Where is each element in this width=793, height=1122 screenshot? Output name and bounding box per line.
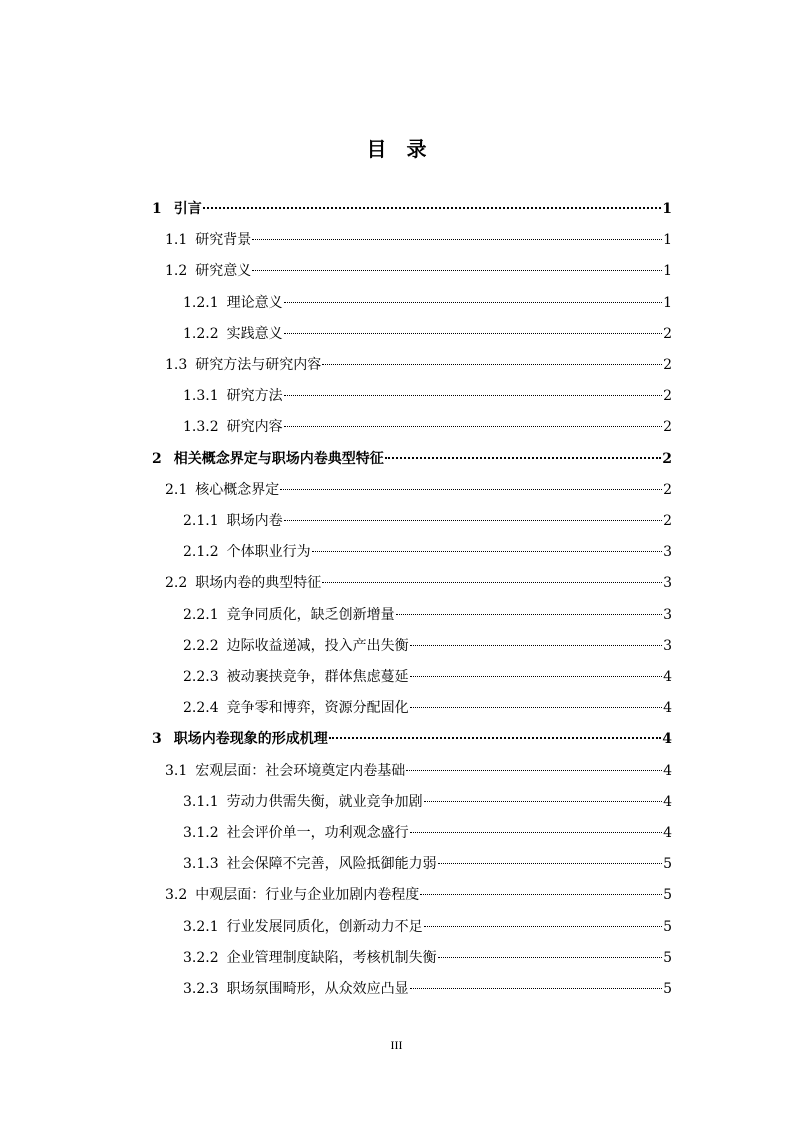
toc-entry-number: 2.2.2 [183, 637, 219, 654]
toc-entry-title: 职场内卷 [226, 513, 283, 529]
toc-entry[interactable] [183, 851, 672, 877]
toc-entry[interactable] [152, 446, 672, 472]
toc-entry[interactable] [165, 882, 672, 908]
toc-entry-number: 3 [152, 731, 162, 748]
dot-leader [284, 395, 662, 396]
toc-entry-page: 1 [663, 263, 672, 280]
dot-leader [438, 863, 662, 864]
toc-entry-title: 被动裹挟竞争，群体焦虑蔓延 [226, 669, 409, 685]
toc-entry[interactable] [183, 789, 672, 815]
dot-leader [252, 270, 662, 271]
toc-entry-page: 4 [663, 669, 672, 685]
dot-leader [312, 551, 662, 552]
toc-entry[interactable] [183, 914, 672, 940]
dot-leader [322, 364, 662, 365]
toc-entry[interactable] [183, 664, 672, 690]
toc-entry-number: 1.2.2 [183, 325, 219, 342]
toc-entry[interactable] [183, 539, 672, 565]
dot-leader [322, 582, 662, 583]
toc-entry-number: 3.1.3 [183, 856, 219, 873]
toc-entry[interactable] [183, 602, 672, 628]
toc-entry[interactable] [183, 976, 672, 1002]
toc-entry-page: 3 [663, 606, 672, 623]
toc-entry-page: 5 [663, 918, 672, 935]
dot-leader [396, 614, 662, 615]
dot-leader [406, 770, 662, 771]
toc-entry[interactable] [183, 633, 672, 659]
toc-entry-page: 2 [663, 481, 672, 498]
toc-entry-number: 3.1 [165, 762, 188, 779]
dot-leader [410, 988, 662, 989]
toc-entry[interactable] [165, 258, 672, 284]
toc-entry-number: 2.1.1 [183, 513, 219, 529]
toc-entry-title: 实践意义 [226, 325, 283, 342]
toc-entry-number: 2.2.4 [183, 700, 219, 717]
toc-entry[interactable] [165, 227, 672, 253]
toc-entry-title: 研究方法 [226, 388, 283, 405]
toc-entry-title: 社会评价单一，功利观念盛行 [226, 825, 409, 841]
toc-entry-title: 社会保障不完善，风险抵御能力弱 [226, 856, 437, 873]
dot-leader [203, 207, 662, 209]
toc-entry-page: 4 [663, 700, 672, 717]
toc-entry-title: 职场内卷的典型特征 [195, 575, 322, 592]
toc-entry-title: 劳动力供需失衡，就业竞争加剧 [226, 793, 423, 810]
toc-entry-page: 4 [663, 762, 672, 779]
toc-entry[interactable] [152, 196, 672, 222]
dot-leader [284, 520, 662, 521]
toc-entry-title: 行业发展同质化，创新动力不足 [226, 918, 423, 935]
toc-entry[interactable] [183, 820, 672, 846]
toc-entry[interactable] [183, 414, 672, 440]
toc-entry-title: 竞争同质化，缺乏创新增量 [226, 606, 395, 623]
toc-entry-title: 相关概念界定与职场内卷典型特征 [173, 450, 384, 467]
toc-entry-page: 2 [663, 357, 672, 373]
toc-entry-number: 1.3.2 [183, 419, 219, 436]
toc-entry[interactable] [165, 477, 672, 503]
toc-entry-page: 2 [663, 513, 672, 529]
toc-entry[interactable] [165, 352, 672, 378]
toc-entry-title: 企业管理制度缺陷，考核机制失衡 [226, 949, 437, 966]
toc-entry-number: 2.2.3 [183, 669, 219, 685]
dot-leader [280, 489, 662, 490]
toc-entry-number: 3.1.2 [183, 825, 219, 841]
toc-entry-page: 3 [663, 637, 672, 654]
dot-leader [284, 426, 662, 427]
toc-entry-number: 1.3.1 [183, 388, 219, 405]
dot-leader [410, 707, 662, 708]
toc-entry[interactable] [183, 383, 672, 409]
toc-entry-title: 中观层面：行业与企业加剧内卷程度 [195, 887, 420, 904]
toc-entry-title: 核心概念界定 [195, 481, 280, 498]
toc-entry-page: 2 [663, 419, 672, 436]
dot-leader [410, 832, 662, 833]
dot-leader [420, 894, 662, 895]
toc-entry-number: 3.2 [165, 887, 188, 904]
toc-entry-page: 2 [663, 325, 672, 342]
toc-entry-number: 2.2 [165, 575, 188, 592]
toc-entry-title: 竞争零和博弈，资源分配固化 [226, 700, 409, 717]
toc-entry-number: 1.2.1 [183, 294, 219, 311]
dot-leader [438, 957, 662, 958]
toc-entry-title: 研究意义 [195, 263, 252, 280]
dot-leader [252, 239, 662, 240]
toc-entry-number: 2.1.2 [183, 544, 219, 561]
dot-leader [284, 302, 662, 303]
toc-entry-number: 3.2.2 [183, 949, 219, 966]
toc-entry-number: 1.2 [165, 263, 188, 280]
dot-leader [410, 676, 662, 677]
dot-leader [284, 333, 662, 334]
toc-entry-page: 1 [662, 201, 672, 217]
toc-entry-number: 3.2.3 [183, 981, 219, 997]
toc-entry-number: 1.3 [165, 357, 188, 373]
toc-entry[interactable] [183, 695, 672, 721]
toc-entry[interactable] [165, 570, 672, 596]
toc-entry-title: 研究背景 [195, 232, 252, 249]
page-number: III [390, 1038, 403, 1052]
toc-entry-number: 1.1 [165, 232, 188, 249]
page-title: 目 录 [366, 137, 427, 161]
toc-entry[interactable] [165, 758, 672, 784]
dot-leader [385, 457, 662, 459]
toc-entry[interactable] [183, 290, 672, 316]
toc-entry-number: 3.2.1 [183, 918, 219, 935]
toc-entry-number: 1 [152, 201, 162, 217]
toc-entry-number: 2.2.1 [183, 606, 219, 623]
toc-entry-page: 5 [663, 949, 672, 966]
dot-leader [424, 926, 662, 927]
toc-entry-page: 4 [663, 793, 672, 810]
toc-entry-page: 4 [662, 731, 672, 748]
toc-entry[interactable] [152, 726, 672, 752]
toc-entry-number: 2.1 [165, 481, 188, 498]
toc-entry-title: 宏观层面：社会环境奠定内卷基础 [195, 762, 406, 779]
toc-entry-page: 5 [663, 856, 672, 873]
toc-entry[interactable] [183, 321, 672, 347]
toc-entry-page: 3 [663, 575, 672, 592]
toc-entry-number: 3.1.1 [183, 793, 219, 810]
dot-leader [424, 801, 662, 802]
toc-entry-title: 理论意义 [226, 294, 283, 311]
toc-entry[interactable] [183, 945, 672, 971]
toc-entry-title: 个体职业行为 [226, 544, 311, 561]
toc-entry-title: 引言 [173, 201, 202, 217]
toc-entry-page: 4 [663, 825, 672, 841]
toc-entry-title: 研究方法与研究内容 [195, 357, 322, 373]
toc-entry-title: 边际收益递减，投入产出失衡 [226, 637, 409, 654]
toc-entry-page: 2 [663, 388, 672, 405]
toc-entry-title: 职场氛围畸形，从众效应凸显 [226, 981, 409, 997]
toc-entry-number: 2 [152, 450, 162, 467]
dot-leader [410, 645, 662, 646]
toc-entry-page: 3 [663, 544, 672, 561]
dot-leader [329, 737, 662, 739]
toc-entry-title: 研究内容 [226, 419, 283, 436]
toc-entry-page: 1 [663, 232, 672, 249]
toc-entry-page: 2 [662, 450, 672, 467]
toc-entry-title: 职场内卷现象的形成机理 [173, 731, 328, 748]
toc-entry-page: 1 [663, 294, 672, 311]
toc-entry-page: 5 [663, 981, 672, 997]
toc-entry-page: 5 [663, 887, 672, 904]
toc-entry[interactable] [183, 508, 672, 534]
